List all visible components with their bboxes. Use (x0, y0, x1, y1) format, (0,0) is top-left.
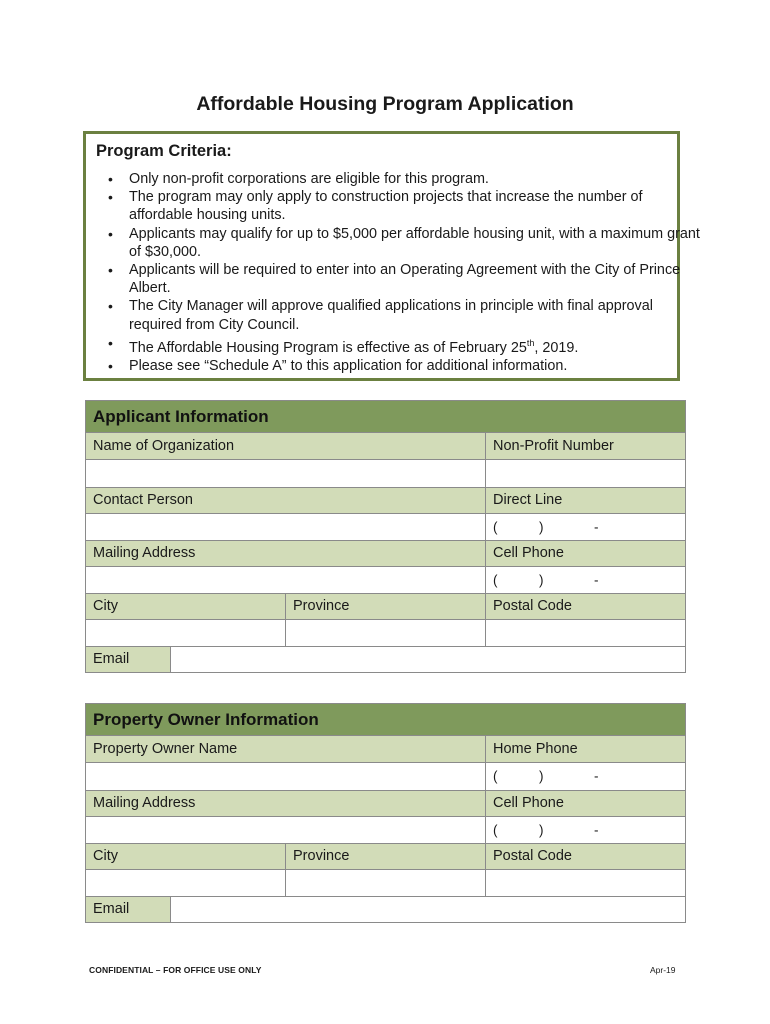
footer-confidential: CONFIDENTIAL – FOR OFFICE USE ONLY (89, 965, 262, 975)
date-tail: , 2019. (534, 339, 579, 356)
criteria-list (86, 170, 709, 375)
phone-dash: - (594, 519, 599, 535)
owner-name-label: Property Owner Name (86, 736, 486, 763)
mailing-address-label: Mailing Address (86, 540, 486, 567)
phone-dash: - (594, 822, 599, 838)
direct-line-label: Direct Line (486, 487, 686, 514)
owner-province-label: Province (286, 843, 486, 870)
owner-email-label: Email (86, 896, 171, 923)
owner-postal-code-field[interactable] (486, 870, 686, 897)
cell-phone-field[interactable] (486, 567, 686, 594)
owner-heading: Property Owner Information (86, 704, 686, 736)
org-name-field[interactable] (86, 459, 486, 487)
nonprofit-number-field[interactable] (486, 459, 686, 487)
phone-dash: - (594, 572, 599, 588)
criteria-heading: Program Criteria: (96, 142, 232, 160)
page-title: Affordable Housing Program Application (196, 93, 574, 115)
postal-code-field[interactable] (486, 620, 686, 647)
phone-open-paren: ( (493, 519, 498, 535)
owner-mailing-address-field[interactable] (86, 817, 486, 844)
criteria-item: • The City Manager will approve qualified applications in principle with final approval required from City Council. (129, 297, 709, 333)
phone-open-paren: ( (493, 768, 498, 784)
email-label: Email (86, 646, 171, 673)
footer-date: Apr-19 (650, 965, 676, 975)
applicant-info-table (85, 400, 686, 673)
date-superscript: th (526, 337, 535, 348)
owner-city-field[interactable] (86, 870, 286, 897)
phone-close-paren: ) (539, 822, 544, 838)
postal-code-label: Postal Code (486, 593, 686, 620)
phone-close-paren: ) (539, 519, 544, 535)
direct-line-field[interactable] (486, 514, 686, 541)
email-field[interactable] (171, 646, 686, 673)
province-field[interactable] (286, 620, 486, 647)
province-label: Province (286, 593, 486, 620)
criteria-item: • Applicants will be required to enter into an Operating Agreement with the City of Prince Albert. (129, 261, 709, 297)
owner-cell-phone-field[interactable] (486, 817, 686, 844)
phone-open-paren: ( (493, 572, 498, 588)
city-field[interactable] (86, 620, 286, 647)
home-phone-field[interactable] (486, 762, 686, 790)
criteria-item: • The program may only apply to construction projects that increase the number of affordable housing units. (129, 188, 709, 224)
criteria-item (129, 334, 709, 357)
home-phone-label: Home Phone (486, 736, 686, 763)
criteria-item: • Applicants may qualify for up to $5,000 per affordable housing unit, with a maximum grant of $30,000. (129, 225, 709, 261)
phone-open-paren: ( (493, 822, 498, 838)
city-label: City (86, 593, 286, 620)
program-criteria-box (83, 131, 700, 381)
property-owner-table (85, 703, 686, 923)
mailing-address-field[interactable] (86, 567, 486, 594)
owner-province-field[interactable] (286, 870, 486, 897)
contact-person-field[interactable] (86, 514, 486, 541)
criteria-item: • Only non-profit corporations are eligible for this program. (129, 170, 709, 188)
owner-mailing-address-label: Mailing Address (86, 790, 486, 817)
phone-close-paren: ) (539, 768, 544, 784)
owner-cell-phone-label: Cell Phone (486, 790, 686, 817)
applicant-heading: Applicant Information (86, 401, 686, 433)
phone-dash: - (594, 768, 599, 784)
cell-phone-label: Cell Phone (486, 540, 686, 567)
criteria-item: • Please see “Schedule A” to this application for additional information. (129, 357, 709, 375)
owner-postal-code-label: Postal Code (486, 843, 686, 870)
nonprofit-number-label: Non-Profit Number (486, 433, 686, 460)
contact-person-label: Contact Person (86, 487, 486, 514)
org-name-label: Name of Organization (86, 433, 486, 460)
owner-email-field[interactable] (171, 896, 686, 923)
criteria-item-text: The Affordable Housing Program is effective as of February 25 (129, 339, 527, 356)
phone-close-paren: ) (539, 572, 544, 588)
owner-name-field[interactable] (86, 762, 486, 790)
owner-city-label: City (86, 843, 286, 870)
